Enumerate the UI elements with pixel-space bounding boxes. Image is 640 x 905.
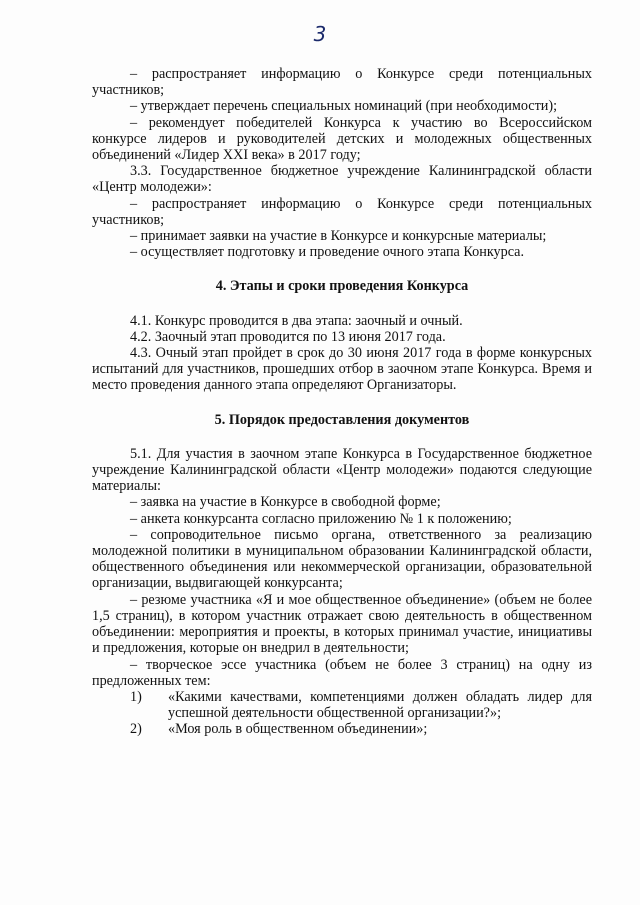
paragraph-4-3: 4.3. Очный этап пройдет в срок до 30 июня 2017 года в форме конкурсных испытаний для участников, прошедших отбор в заочном этапе Конкурса. Время и место проведения данного этапа определяют Организаторы.	[92, 345, 592, 394]
paragraph-d3: – сопроводительное письмо органа, ответственного за реализацию молодежной политики в муниципальном образовании Калининградской области, общественного объединения или некоммерческой организации, образовательной организации, выдвигающей конкурсанта;	[92, 526, 592, 592]
paragraph-d5: – творческое эссе участника (объем не более 3 страниц) на одну из предложенных тем:	[92, 656, 592, 689]
paragraph-b2: – утверждает перечень специальных номинаций (при необходимости);	[130, 98, 558, 115]
paragraph-4-2: 4.2. Заочный этап проводится по 13 июня 2017 года.	[130, 328, 446, 345]
paragraph-b5: – принимает заявки на участие в Конкурсе и конкурсные материалы;	[130, 228, 547, 245]
topic-item-1	[92, 689, 592, 721]
paragraph-3-3: 3.3. Государственное бюджетное учреждение Калининградской области «Центр молодежи»:	[92, 163, 592, 196]
document-body	[92, 66, 592, 738]
topic-text: «Моя роль в общественном объединении»;	[168, 721, 428, 738]
topic-number: 1)	[130, 688, 142, 705]
paragraph-b4: – распространяет информацию о Конкурсе среди потенциальных участников;	[92, 195, 592, 228]
paragraph-d1: – заявка на участие в Конкурсе в свободной форме;	[130, 494, 441, 511]
paragraph-b1: – распространяет информацию о Конкурсе среди потенциальных участников;	[92, 66, 592, 99]
paragraph-b6: – осуществляет подготовку и проведение очного этапа Конкурса.	[130, 244, 525, 261]
section-heading-5: 5. Порядок предоставления документов	[214, 411, 470, 428]
paragraph-b3: – рекомендует победителей Конкурса к участию во Всероссийском конкурсе лидеров и руководителей детских и молодежных общественных объединений «Лидер XXI века» в 2017 году;	[92, 114, 592, 164]
paragraph-5-1: 5.1. Для участия в заочном этапе Конкурса в Государственное бюджетное учреждение Калининградской области «Центр молодежи» подаются следующие материалы:	[92, 445, 592, 495]
page-number: 3	[313, 22, 327, 46]
topic-text: «Какими качествами, компетенциями должен обладать лидер для успешной деятельности общественной организации?»;	[168, 688, 592, 722]
paragraph-d4: – резюме участника «Я и мое общественное объединение» (объем не более 1,5 страниц), в котором участник отражает свою деятельность в общественном объединении: мероприятия и проекты, в которых принимал участие, инициативы и предложения, которые он внедрил в деятельности;	[92, 591, 592, 657]
section-heading-4: 4. Этапы и сроки проведения Конкурса	[215, 278, 469, 295]
paragraph-4-1: 4.1. Конкурс проводится в два этапа: заочный и очный.	[130, 312, 463, 329]
topic-number: 2)	[130, 721, 142, 738]
topic-item-2	[92, 721, 592, 737]
paragraph-d2: – анкета конкурсанта согласно приложению № 1 к положению;	[130, 510, 512, 527]
